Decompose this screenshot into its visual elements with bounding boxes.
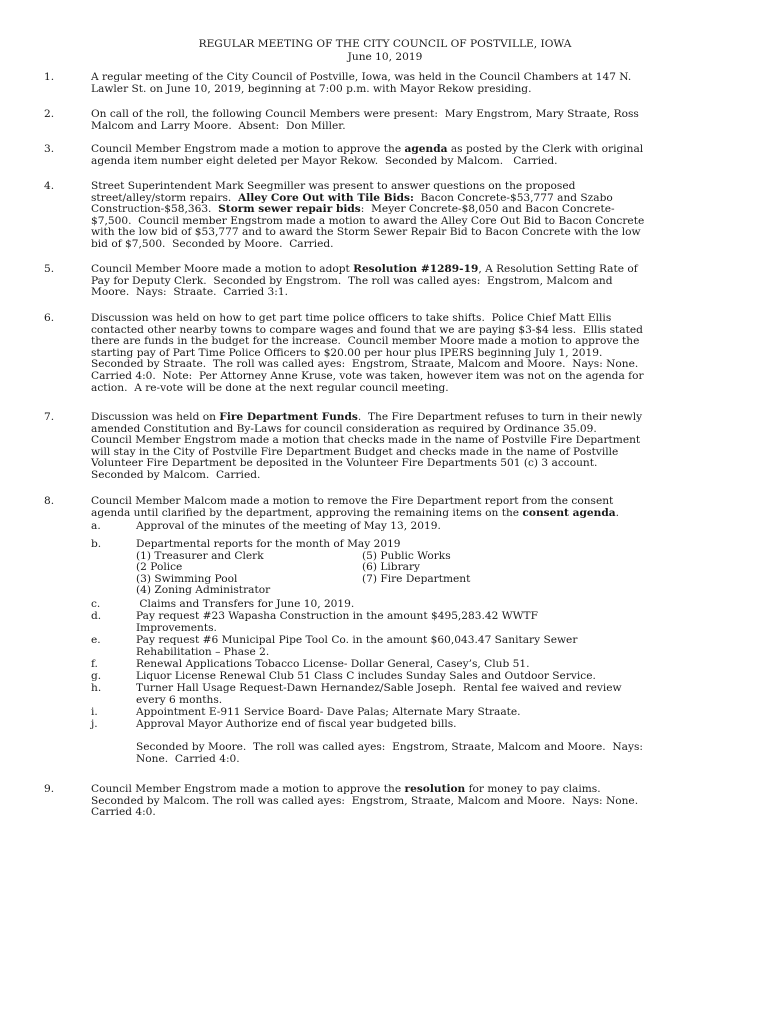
item-number: 9. (44, 783, 55, 795)
agenda-keyword: agenda (404, 143, 448, 155)
document-title: REGULAR MEETING OF THE CITY COUNCIL OF POSTVILLE, IOWA (198, 38, 572, 50)
item-text: Council Member Engstrom made a motion to approve the resolution for money to pay claims. Seconded by Malcom. The roll was called ayes: Engstrom, Straate, Malcom and Moore. Nays: None. Carried 4:0. (91, 783, 639, 819)
item-text: A regular meeting of the City Council of Postville, Iowa, was held in the Council Chambers at 147 N. Lawler St. on June 10, 2019, beginning at 7:00 p.m. with Mayor Rekow presiding. (91, 71, 632, 95)
minutes-page: REGULAR MEETING OF THE CITY COUNCIL OF POSTVILLE, IOWA June 10, 2019 1. A regular meeting of the City Council of Postville, Iowa, was held in the Council Chambers at 147 N. Lawler St. on June 10, 2019, beginning at 7:00 p.m. with Mayor Rekow presiding. 2. On call of the roll, the following Council Members were present: Mary Engstrom, Mary Straate, Ross Malcom and Larry Moore. Absent: Don Miller. 3. Council Member Engstrom made a motion to approve the agenda as posted by the Clerk with original agenda item number eight deleted per Mayor Rekow. Seconded by Malcom. Carried. 4. Street Superintendent Mark Seegmiller was present to answer questions on the proposed street/alley/storm repairs. Alley Core Out with Tile Bids: Bacon Concrete-$53,777 and Szabo Construction-$58,363. Storm sewer repair bids: Meyer Concrete-$8,050 and Bacon Concrete- $7,500. Council member Engstrom made a motion to award the Alley Core Out Bid to Bacon Concrete with the low bid of $53,777 and to award the Storm Sewer Repair Bid to Bacon Concrete with the low bid of $7,500. Seconded by Moore. Carried. 5. Council Member Moore made a motion to adopt Resolution #1289-19, A Resolution Setting Rate of Pay for Deputy Clerk. Seconded by Engstrom. The roll was called ayes: Engstrom, Malcom and Moore. Nays: Straate. Carried 3:1. 6. Discussion was held on how to get part time police officers to take shifts. Police Chief Matt Ellis contacted other nearby towns to compare wages and found that we are paying $3-$4 less. Ellis stated there are funds in the budget for the increase. Council member Moore made a motion to approve the starting pay of Part Time Police Officers to $20.00 per hour plus IPERS beginning July 1, 2019. Seconded by Straate. The roll was called ayes: Engstrom, Straate, Malcom and Moore. Nays: None. Carried 4:0. Note: Per Attorney Anne Kruse, vote was taken, however item was not on the agenda for action. A re-vote will be done at the next regular council meeting. 7. Discussion was held on Fire Department Funds. The Fire Department refuses to turn in their newly amended Constitution and By-Laws for council consideration as required by Ordinance 35.09. Council Member Engstrom made a motion that checks made in the name of Postville Fire Department will stay in the City of Postville Fire Department Budget and checks made in the name of Postville Volunteer Fire Department be deposited in the Volunteer Fire Departments 501 (c) 3 account. Seconded by Malcom. Carried. 8. Council Member Malcom made a motion to remove the Fire Department report from the consent agenda until clarified by the department, approving the remaining items on the consent agenda. a. Approval of the minutes of the meeting of May 13, 2019. b. Departmental reports for the month of May 2019 (1) Treasurer and Clerk (2 Police (3) Swimming Pool (4) Zoning Administrator (5) Public Works (6) Library (7) Fire Department c. Claims and Transfers for June 10, 2019. d. Pay request #23 Wapasha Construction in the amount $495,283.42 WWTF Improvements. e. Pay request #6 Municipal Pipe Tool Co. in the amount $60,043.47 Sanitary Sewer Rehabilitation – Phase 2. f. Renewal Applications Tobacco License- Dollar General, Casey’s, Club 51. g. Liquor License Renewal Club 51 Class C includes Sunday Sales and Outdoor Service. h. Turner Hall Usage Request-Dawn Hernandez/Sable Joseph. Rental fee waived and review every 6 months. i. Appointment E-911 Service Board- Dave Palas; Alternate Mary Straate. j. Approval Mayor Authorize end of fiscal year budgeted bills. Seconded by Moore. The roll was called ayes: Engstrom, Straate, Malcom and Moore. Nays: None. Carried 4:0. 9. Council Member Engstrom made a motion to approve the resolution for money to pay claims. Seconded by Malcom. The roll was called ayes: Engstrom, Straate, Malcom and Moore. Nays: None. Carried 4:0. (0, 0, 770, 1024)
item-number: 2. (44, 108, 55, 120)
item-text: On call of the roll, the following Council Members were present: Mary Engstrom, Mary Straate, Ross Malcom and Larry Moore. Absent: Don Miller. (91, 108, 639, 132)
item-number: 5. (44, 263, 55, 275)
item-number: 8. (44, 495, 55, 507)
fire-funds-keyword: Fire Department Funds (219, 411, 358, 423)
storm-bids-heading: Storm sewer repair bids (218, 203, 361, 216)
resolution-keyword: resolution (404, 783, 466, 795)
department-report-list: (1) Treasurer and Clerk (2 Police (3) Swimming Pool (4) Zoning Administrator (5) Public Works (6) Library (7) Fire Department (136, 549, 471, 597)
resolution-number: Resolution #1289-19 (353, 263, 479, 275)
item-number: 7. (44, 411, 55, 423)
document-header (0, 0, 770, 63)
item-text: Discussion was held on Fire Department Funds. The Fire Department refuses to turn in their newly amended Constitution and By-Laws for council consideration as required by Ordinance 35.09. Council Member Engstrom made a motion that checks made in the name of Postville Fire Department will stay in the City of Postville Fire Department Budget and checks made in the name of Postville Volunteer Fire Department be deposited in the Volunteer Fire Departments 501 (c) 3 account. Seconded by Malcom. Carried. (91, 411, 643, 481)
consent-agenda-keyword: consent agenda (522, 506, 616, 519)
item-text: Council Member Malcom made a motion to remove the Fire Department report from the consent agenda until clarified by the department, approving the remaining items on the consent agenda. (91, 495, 619, 519)
item-number: 1. (44, 71, 55, 83)
item-text: Street Superintendent Mark Seegmiller was present to answer questions on the proposed street/alley/storm repairs. Alley Core Out with Tile Bids: Bacon Concrete-$53,777 and Szabo Construction-$58,363. Storm sewer repair bids: Meyer Concrete-$8,050 and Bacon Concrete- $7,500. Council member Engstrom made a motion to award the Alley Core Out Bid to Bacon Concrete with the low bid of $53,777 and to award the Storm Sewer Repair Bid to Bacon Concrete with the low bid of $7,500. Seconded by Moore. Carried. (91, 180, 645, 250)
item-text: Discussion was held on how to get part time police officers to take shifts. Police Chief Matt Ellis contacted other nearby towns to compare wages and found that we are paying $3-$4 less. Ellis stated there are funds in the budget for the increase. Council member Moore made a motion to approve the starting pay of Part Time Police Officers to $20.00 per hour plus IPERS beginning July 1, 2019. Seconded by Straate. The roll was called ayes: Engstrom, Straate, Malcom and Moore. Nays: None. Carried 4:0. Note: Per Attorney Anne Kruse, vote was taken, however item was not on the agenda for action. A re-vote will be done at the next regular council meeting. (91, 312, 644, 394)
item-text: Council Member Moore made a motion to adopt Resolution #1289-19, A Resolution Setting Rate of Pay for Deputy Clerk. Seconded by Engstrom. The roll was called ayes: Engstrom, Malcom and Moore. Nays: Straate. Carried 3:1. (91, 263, 638, 299)
item-number: 4. (44, 180, 55, 192)
meeting-date: June 10, 2019 (347, 50, 423, 63)
item-text: Council Member Engstrom made a motion to approve the agenda as posted by the Clerk with original agenda item number eight deleted per Mayor Rekow. Seconded by Malcom. Carried. (91, 143, 644, 167)
alley-bids-heading: Alley Core Out with Tile Bids: (238, 191, 414, 204)
item-number: 3. (44, 143, 55, 155)
item-number: 6. (44, 312, 55, 324)
